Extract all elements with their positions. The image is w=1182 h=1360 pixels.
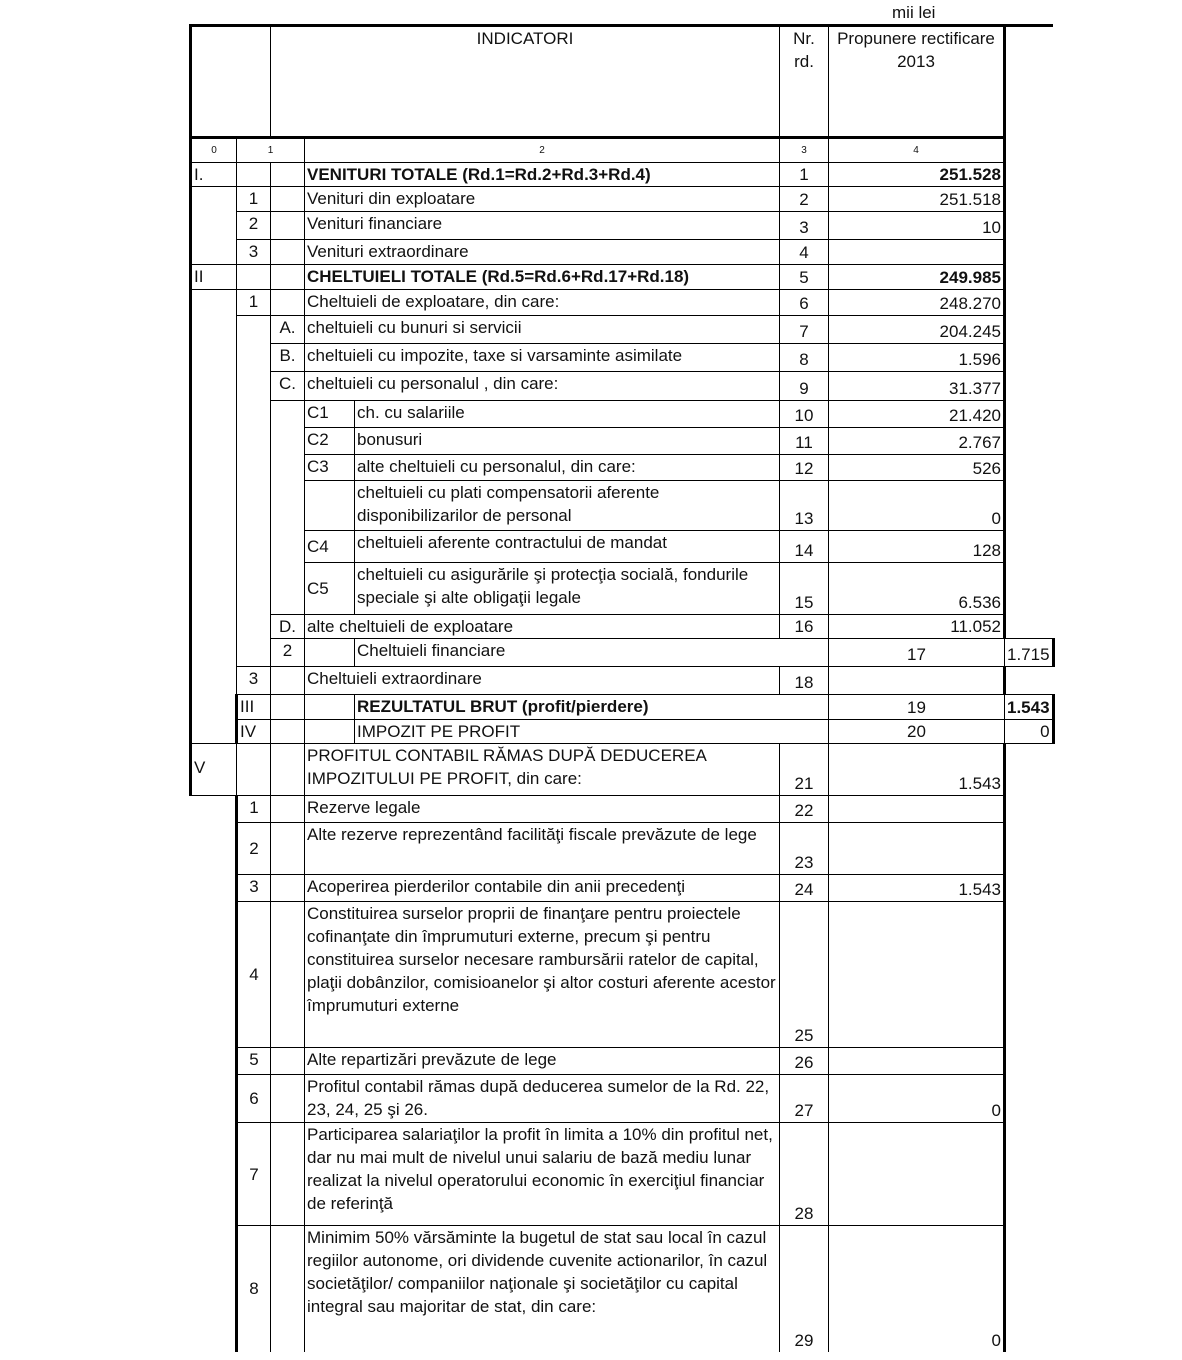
table-row: II CHELTUIELI TOTALE (Rd.5=Rd.6+Rd.17+Rd.18) 5 249.985: [191, 265, 1054, 290]
col-index-0: 0: [191, 138, 237, 163]
table-row: A. cheltuieli cu bunuri si servicii 7 204.245: [191, 316, 1054, 344]
budget-table: [189, 24, 1055, 1352]
header-nr-rd: Nr. rd.: [780, 26, 829, 138]
table-row: C3 alte cheltuieli cu personalul, din care: 12 526: [191, 455, 1054, 481]
table-row: 6 Profitul contabil rămas după deducerea sumelor de la Rd. 22, 23, 24, 25 şi 26. 27 0: [191, 1075, 1054, 1123]
table-row: C2 bonusuri 11 2.767: [191, 428, 1054, 455]
table-row: 3 Acoperirea pierderilor contabile din anii precedenţi 24 1.543: [191, 875, 1054, 902]
table-row: C. cheltuieli cu personalul , din care: 9 31.377: [191, 372, 1054, 401]
table-row: 8 Minimim 50% vărsăminte la bugetul de stat sau local în cazul regiilor autonome, ori dividende cuvenite actionarilor, în cazul societăţilor/ companiilor naţionale şi societăţilor cu capital integral sau majoritar de stat, din care: 29 0: [191, 1226, 1054, 1352]
table-row: 4 Constituirea surselor proprii de finanţare pentru proiectele cofinanţate din împrumuturi externe, precum şi pentru constituirea surselor necesare rambursării ratelor de capital, plaţii dobânzilor, comisioanelor şi altor costuri aferente acestor împrumuturi externe 25: [191, 902, 1054, 1048]
table-row: cheltuieli cu plati compensatorii aferente disponibilizarilor de personal 13 0: [191, 481, 1054, 531]
table-row: C4 cheltuieli aferente contractului de mandat 14 128: [191, 531, 1054, 563]
table-row: C1 ch. cu salariile 10 21.420: [191, 401, 1054, 428]
col-index-1: 1: [237, 138, 305, 163]
table-row: III REZULTATUL BRUT (profit/pierdere) 19 1.543: [191, 695, 1054, 720]
table-row: I. VENITURI TOTALE (Rd.1=Rd.2+Rd.3+Rd.4) 1 251.528: [191, 163, 1054, 187]
column-index-row: [191, 138, 1054, 163]
header-row: [191, 26, 1054, 138]
table-row: IV IMPOZIT PE PROFIT 20 0: [191, 720, 1054, 744]
header-propunere: Propunere rectificare 2013: [829, 26, 1005, 138]
table-row: 2 Cheltuieli financiare 17 1.715: [191, 639, 1054, 667]
table-row: C5 cheltuieli cu asigurările şi protecţia socială, fondurile speciale şi alte obligaţii legale 15 6.536: [191, 563, 1054, 615]
unit-label: mii lei: [892, 3, 936, 22]
table-row: 1 Cheltuieli de exploatare, din care: 6 248.270: [191, 290, 1054, 316]
header-indicatori: INDICATORI: [271, 26, 780, 138]
table-row: 5 Alte repartizări prevăzute de lege 26: [191, 1048, 1054, 1075]
table-row: 1 Venituri din exploatare 2 251.518: [191, 187, 1054, 212]
table-row: V PROFITUL CONTABIL RĂMAS DUPĂ DEDUCEREA IMPOZITULUI PE PROFIT, din care: 21 1.543: [191, 744, 1054, 796]
col-index-3: 3: [780, 138, 829, 163]
col-index-4: 4: [829, 138, 1005, 163]
table-row: 1 Rezerve legale 22: [191, 796, 1054, 823]
table-row: B. cheltuieli cu impozite, taxe si varsaminte asimilate 8 1.596: [191, 344, 1054, 372]
table-row: D. alte cheltuieli de exploatare 16 11.052: [191, 615, 1054, 639]
table-row: 3 Venituri extraordinare 4: [191, 240, 1054, 265]
table-row: 2 Alte rezerve reprezentând facilităţi fiscale prevăzute de lege 23: [191, 823, 1054, 875]
table-row: 7 Participarea salariaţilor la profit în limita a 10% din profitul net, dar nu mai mult de nivelul unui salariu de bază mediu lunar realizat la nivelul operatorului economic în exerciţiul financiar de referinţă 28: [191, 1123, 1054, 1226]
table-row: 2 Venituri financiare 3 10: [191, 212, 1054, 240]
table-row: 3 Cheltuieli extraordinare 18: [191, 667, 1054, 695]
col-index-2: 2: [305, 138, 780, 163]
